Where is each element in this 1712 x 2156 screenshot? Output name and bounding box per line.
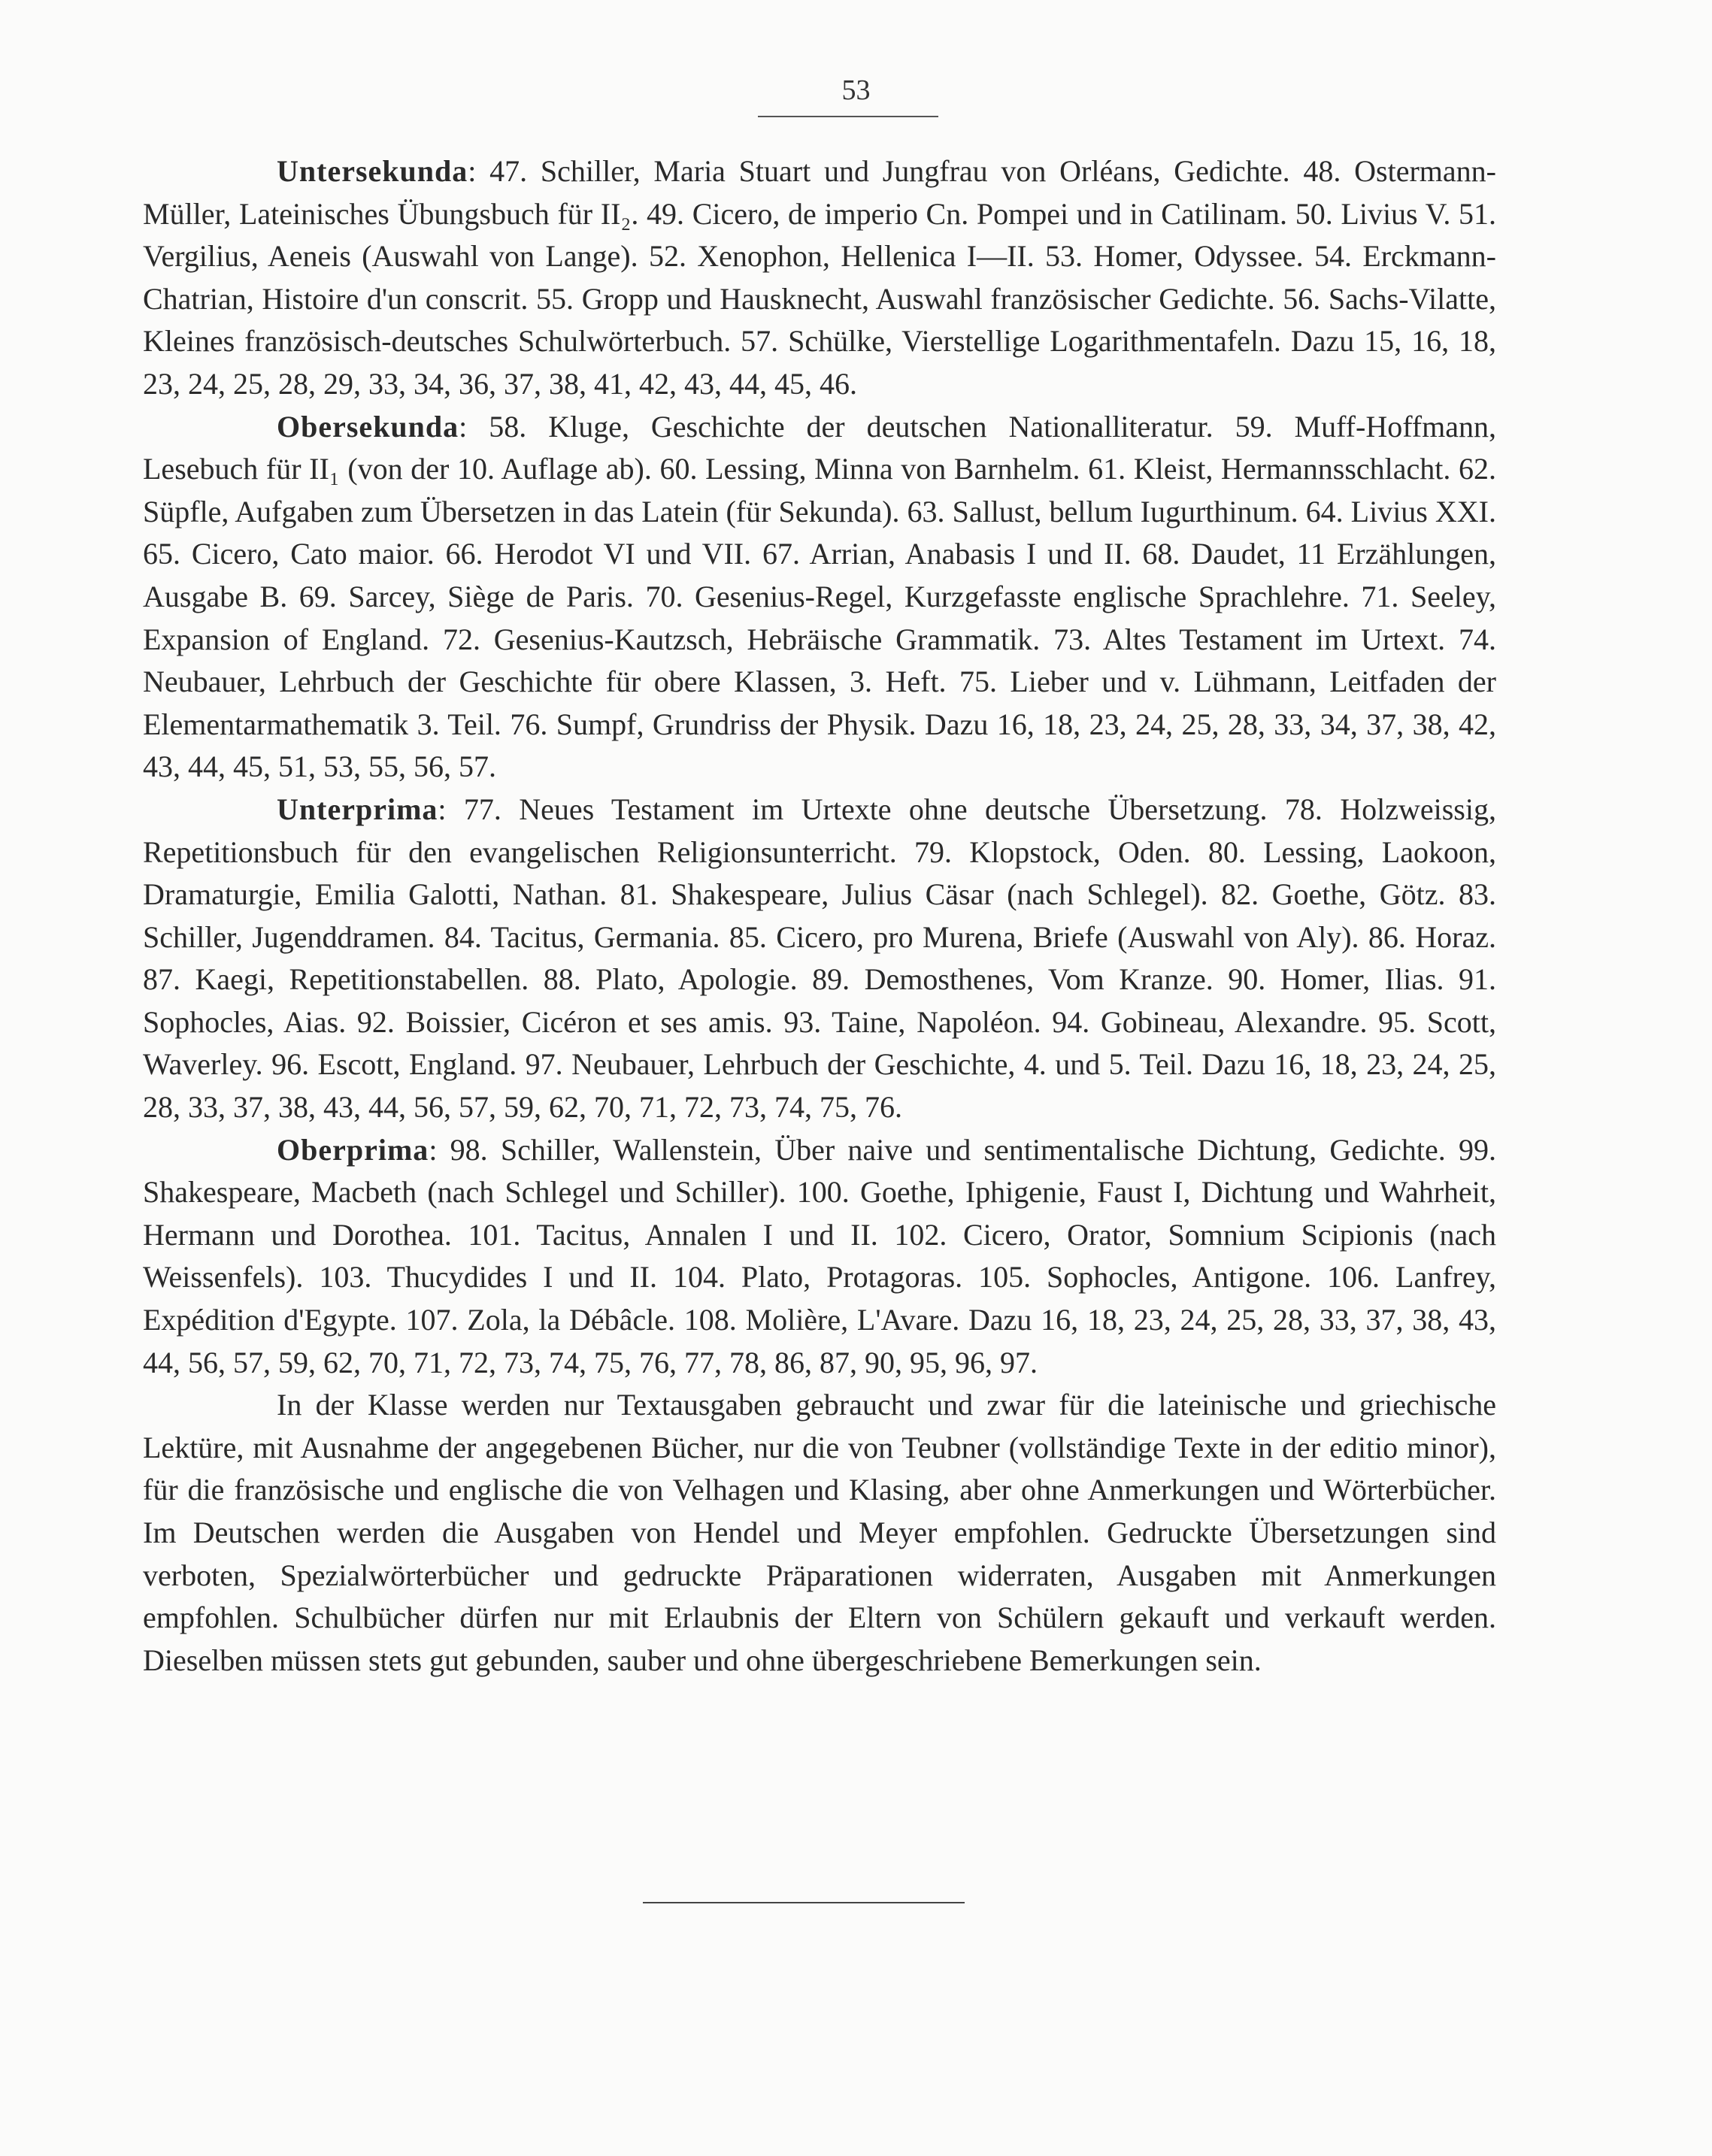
section-text: : 58. Kluge, Geschichte der deutschen Nationalliteratur. 59. Muff-Hoffmann, Lesebuch für II₁ (von der 10. Auflage ab). 60. Lessing, Minna von Barnhelm. 61. Kleist, Hermannsschlacht. 62. Süpfle, Aufgaben zum Übersetzen in das Latein (für Sekunda). 63. Sallust, bellum Iugurthinum. 64. Livius XXI. 65. Cicero, Cato maior. 66. Herodot VI und VII. 67. Arrian, Anabasis I und II. 68. Daudet, 11 Erzählungen, Ausgabe B. 69. Sarcey, Siège de Paris. 70. Gesenius-Regel, Kurzgefasste englische Sprachlehre. 71. Seeley, Expansion of England. 72. Gesenius-Kautzsch, Hebräische Grammatik. 73. Altes Testament im Urtext. 74. Neubauer, Lehrbuch der Geschichte für obere Klassen, 3. Heft. 75. Lieber und v. Lühmann, Leitfaden der Elementarmathematik 3. Teil. 76. Sumpf, Grundriss der Physik. Dazu 16, 18, 23, 24, 25, 28, 33, 34, 37, 38, 42, 43, 44, 45, 51, 53, 55, 56, 57. [143, 409, 1496, 784]
section-heading: Obersekunda [277, 409, 459, 444]
body-text [143, 150, 1496, 1682]
header-rule [758, 116, 938, 117]
section-text: : 77. Neues Testament im Urtexte ohne deutsche Übersetzung. 78. Holzweissig, Repetitionsbuch für den evangelischen Religionsunterricht. 79. Klopstock, Oden. 80. Lessing, Laokoon, Dramaturgie, Emilia Galotti, Nathan. 81. Shakespeare, Julius Cäsar (nach Schlegel). 82. Goethe, Götz. 83. Schiller, Jugenddramen. 84. Tacitus, Germania. 85. Cicero, pro Murena, Briefe (Auswahl von Aly). 86. Horaz. 87. Kaegi, Repetitionstabellen. 88. Plato, Apologie. 89. Demosthenes, Vom Kranze. 90. Homer, Ilias. 91. Sophocles, Aias. 92. Boissier, Cicéron et ses amis. 93. Taine, Napoléon. 94. Gobineau, Alexandre. 95. Scott, Waverley. 96. Escott, England. 97. Neubauer, Lehrbuch der Geschichte, 4. und 5. Teil. Dazu 16, 18, 23, 24, 25, 28, 33, 37, 38, 43, 44, 56, 57, 59, 62, 70, 71, 72, 73, 74, 75, 76. [143, 792, 1496, 1125]
section-untersekunda [143, 150, 1496, 406]
section-obersekunda [143, 406, 1496, 789]
section-oberprima [143, 1129, 1496, 1385]
section-heading: Untersekunda [277, 154, 468, 188]
section-text: : 47. Schiller, Maria Stuart und Jungfrau von Orléans, Gedichte. 48. Ostermann-Müller, Lateinisches Übungsbuch für II₂. 49. Cicero, de imperio Cn. Pompei und in Catilinam. 50. Livius V. 51. Vergilius, Aeneis (Auswahl von Lange). 52. Xenophon, Hellenica I—II. 53. Homer, Odyssee. 54. Erckmann-Chatrian, Histoire d'un conscrit. 55. Gropp und Hausknecht, Auswahl französischer Gedichte. 56. Sachs-Vilatte, Kleines französisch-deutsches Schulwörterbuch. 57. Schülke, Vierstellige Logarithmentafeln. Dazu 15, 16, 18, 23, 24, 25, 28, 29, 33, 34, 36, 37, 38, 41, 42, 43, 44, 45, 46. [143, 154, 1496, 401]
section-heading: Unterprima [277, 792, 438, 826]
closing-paragraph: In der Klasse werden nur Textausgaben gebraucht und zwar für die lateinische und griechische Lektüre, mit Ausnahme der angegebenen Bücher, nur die von Teubner (vollständige Texte in der editio minor), für die französische und englische die von Velhagen und Klasing, aber ohne Anmerkungen und Wörterbücher. Im Deutschen werden die Ausgaben von Hendel und Meyer empfohlen. Gedruckte Übersetzungen sind verboten, Spezialwörterbücher und gedruckte Präparationen widerraten, Ausgaben mit Anmerkungen empfohlen. Schulbücher dürfen nur mit Erlaubnis der Eltern von Schülern gekauft und verkauft werden. Dieselben müssen stets gut gebunden, sauber und ohne übergeschriebene Bemerkungen sein. [143, 1388, 1496, 1677]
page-number: 53 [841, 74, 871, 106]
section-text: : 98. Schiller, Wallenstein, Über naive und sentimentalische Dichtung, Gedichte. 99. Shakespeare, Macbeth (nach Schlegel und Schiller). 100. Goethe, Iphigenie, Faust I, Dichtung und Wahrheit, Hermann und Dorothea. 101. Tacitus, Annalen I und II. 102. Cicero, Orator, Somnium Scipionis (nach Weissenfels). 103. Thucydides I und II. 104. Plato, Protagoras. 105. Sophocles, Antigone. 106. Lanfrey, Expédition d'Egypte. 107. Zola, la Débâcle. 108. Molière, L'Avare. Dazu 16, 18, 23, 24, 25, 28, 33, 37, 38, 43, 44, 56, 57, 59, 62, 70, 71, 72, 73, 74, 75, 76, 77, 78, 86, 87, 90, 95, 96, 97. [143, 1132, 1496, 1379]
section-heading: Oberprima [277, 1132, 429, 1167]
footer-rule [643, 1902, 965, 1903]
section-unterprima [143, 789, 1496, 1129]
